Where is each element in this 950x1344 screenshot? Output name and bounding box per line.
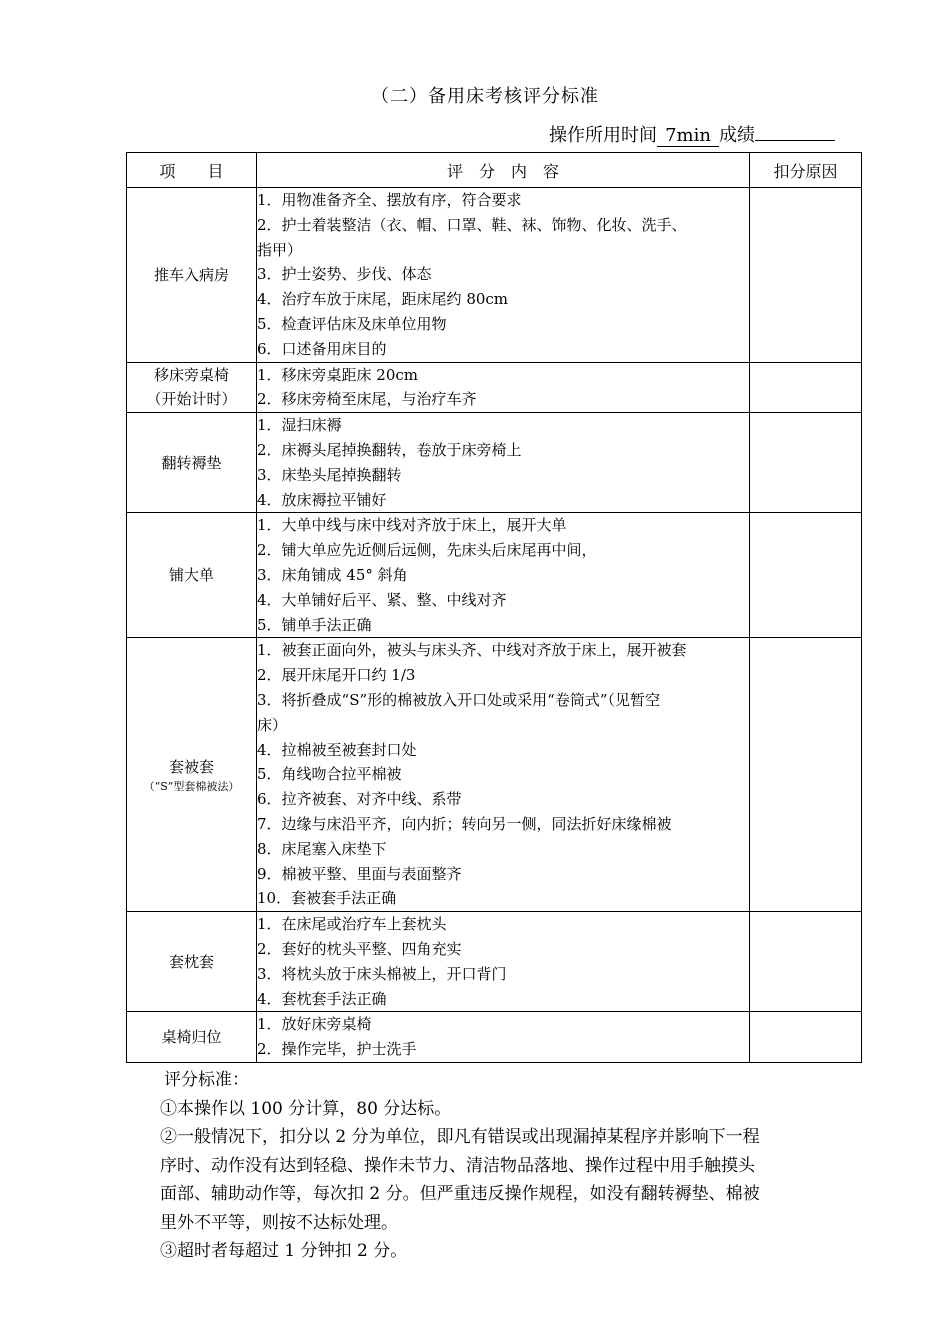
content-line: 2．床褥头尾掉换翻转，卷放于床旁椅上 xyxy=(257,440,522,459)
page-title: （二）备用床考核评分标准 xyxy=(371,86,599,107)
content-line: 3．将折叠成“S”形的棉被放入开口处或采用“卷筒式”（见暂空 xyxy=(257,690,660,709)
item-cell xyxy=(127,188,257,363)
content-line: 2．展开床尾开口约 1/3 xyxy=(257,666,416,685)
item-label: 翻转褥垫 xyxy=(161,453,222,472)
content-cell xyxy=(257,513,750,638)
reason-cell xyxy=(750,1012,862,1063)
criteria-line: 里外不平等，则按不达标处理。 xyxy=(160,1212,398,1233)
content-line: 9．棉被平整、里面与表面整齐 xyxy=(257,864,462,883)
header-item: 项 目 xyxy=(127,153,257,188)
content-line: 7．边缘与床沿平齐，向内折；转向另一侧，同法折好床缘棉被 xyxy=(257,814,672,833)
content-line: 4．大单铺好后平、紧、整、中线对齐 xyxy=(257,590,507,609)
content-line: 5．检查评估床及床单位用物 xyxy=(257,314,447,333)
content-line: 1．在床尾或治疗车上套枕头 xyxy=(257,915,447,934)
content-line: 3．护士姿势、步伐、体态 xyxy=(257,265,432,284)
item-cell xyxy=(127,413,257,513)
content-line: 6．拉齐被套、对齐中线、系带 xyxy=(257,790,462,809)
content-line: 3．床垫头尾掉换翻转 xyxy=(257,465,402,484)
table-row xyxy=(127,188,862,363)
content-line: 1．湿扫床褥 xyxy=(257,416,342,435)
content-line: 6．口述备用床目的 xyxy=(257,339,387,358)
time-score-line xyxy=(549,121,835,147)
criteria-line: ①本操作以 100 分计算，80 分达标。 xyxy=(160,1098,452,1119)
item-label: 移床旁桌椅 xyxy=(153,366,229,385)
item-cell xyxy=(127,638,257,912)
content-line: 4．治疗车放于床尾，距床尾约 80cm xyxy=(257,290,509,309)
item-sublabel: （“S”型套棉被法） xyxy=(143,779,240,793)
header-reason: 扣分原因 xyxy=(750,153,862,188)
content-line: 4．放床褥拉平铺好 xyxy=(257,490,387,509)
score-blank xyxy=(755,140,835,141)
table-row xyxy=(127,1012,862,1063)
reason-cell xyxy=(750,513,862,638)
content-line: 5．铺单手法正确 xyxy=(257,615,372,634)
content-cell xyxy=(257,638,750,912)
content-line: 1．被套正面向外，被头与床头齐、中线对齐放于床上，展开被套 xyxy=(257,641,687,660)
content-line: 8．床尾塞入床垫下 xyxy=(257,839,387,858)
content-line: 3．床角铺成 45° 斜角 xyxy=(257,565,408,584)
item-cell xyxy=(127,912,257,1012)
criteria-line: ③超时者每超过 1 分钟扣 2 分。 xyxy=(160,1241,408,1261)
item-sublabel: （开始计时） xyxy=(146,390,237,409)
item-label: 桌椅归位 xyxy=(161,1028,222,1047)
content-cell xyxy=(257,188,750,363)
score-label: 成绩 xyxy=(719,125,755,146)
table-row xyxy=(127,638,862,912)
reason-cell xyxy=(750,362,862,413)
criteria-line: ②一般情况下，扣分以 2 分为单位，即凡有错误或出现漏掉某程序并影响下一程 xyxy=(160,1127,760,1147)
content-cell xyxy=(257,413,750,513)
content-line: 1．用物准备齐全、摆放有序，符合要求 xyxy=(257,191,522,209)
content-line: 2．移床旁椅至床尾，与治疗车齐 xyxy=(257,390,477,409)
table-row xyxy=(127,413,862,513)
content-line: 2．操作完毕，护士洗手 xyxy=(257,1040,417,1059)
reason-cell xyxy=(750,188,862,363)
table-row xyxy=(127,912,862,1012)
item-label: 套枕套 xyxy=(168,952,214,971)
criteria-line: 面部、辅助动作等，每次扣 2 分。但严重违反操作规程，如没有翻转褥垫、棉被 xyxy=(160,1184,760,1204)
scoring-criteria xyxy=(160,1066,840,1266)
criteria-line: 序时、动作没有达到轻稳、操作未节力、清洁物品落地、操作过程中用手触摸头 xyxy=(160,1155,755,1176)
item-cell xyxy=(127,362,257,413)
content-line: 4．拉棉被至被套封口处 xyxy=(257,740,417,759)
table-row xyxy=(127,513,862,638)
content-cell xyxy=(257,1012,750,1063)
content-line: 1．放好床旁桌椅 xyxy=(257,1015,372,1034)
criteria-title: 评分标准： xyxy=(164,1070,249,1090)
time-label: 操作所用时间 xyxy=(549,125,657,146)
content-line: 指甲） xyxy=(257,240,303,259)
content-cell xyxy=(257,362,750,413)
item-label: 推车入病房 xyxy=(153,265,229,284)
content-line: 床） xyxy=(257,715,288,734)
content-line: 3．将枕头放于床头棉被上，开口背门 xyxy=(257,964,507,983)
table-header-row xyxy=(127,153,862,188)
content-line: 4．套枕套手法正确 xyxy=(257,989,387,1008)
item-label: 铺大单 xyxy=(168,566,214,585)
content-line: 2．护士着装整洁（衣、帽、口罩、鞋、袜、饰物、化妆、洗手、 xyxy=(257,215,687,234)
table-row xyxy=(127,362,862,413)
content-line: 5．角线吻合拉平棉被 xyxy=(257,765,402,784)
content-line: 1．移床旁桌距床 20cm xyxy=(257,365,419,384)
content-line: 10．套被套手法正确 xyxy=(257,889,397,908)
item-label: 套被套 xyxy=(168,757,214,776)
header-content: 评 分 内 容 xyxy=(257,153,750,188)
item-cell xyxy=(127,1012,257,1063)
item-cell xyxy=(127,513,257,638)
reason-cell xyxy=(750,413,862,513)
content-line: 1．大单中线与床中线对齐放于床上，展开大单 xyxy=(257,516,567,535)
content-line: 2．铺大单应先近侧后远侧，先床头后床尾再中间， xyxy=(257,541,597,560)
time-value: 7min xyxy=(657,126,719,147)
score-table xyxy=(126,152,862,1063)
reason-cell xyxy=(750,638,862,912)
content-line: 2．套好的枕头平整、四角充实 xyxy=(257,939,462,958)
content-cell xyxy=(257,912,750,1012)
reason-cell xyxy=(750,912,862,1012)
